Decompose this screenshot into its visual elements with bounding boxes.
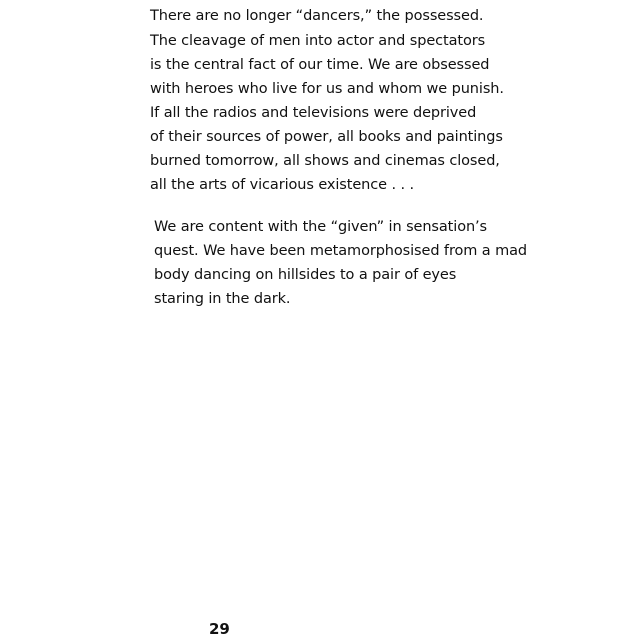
paragraph-1-line-3: is the central fact of our time. We are obsessed — [150, 57, 490, 73]
paragraph-1-line-8: all the arts of vicarious existence . . . — [150, 177, 414, 193]
paragraph-2-line-1: We are content with the “given” in sensation’s — [154, 219, 488, 235]
page-number: 29 — [209, 620, 230, 638]
paragraph-1-line-4: with heroes who live for us and whom we punish. — [150, 81, 504, 97]
paragraph-1-line-1: There are no longer “dancers,” the possessed. — [150, 8, 484, 24]
paragraph-1-line-5: If all the radios and televisions were deprived — [150, 105, 477, 121]
paragraph-2-line-4: staring in the dark. — [154, 291, 291, 307]
paragraph-1-line-7: burned tomorrow, all shows and cinemas closed, — [150, 153, 500, 169]
paragraph-2-line-2: quest. We have been metamorphosised from a mad — [154, 243, 527, 259]
paragraph-1-line-2: The cleavage of men into actor and spectators — [150, 33, 486, 49]
paragraph-2-line-3: body dancing on hillsides to a pair of eyes — [154, 267, 457, 283]
paragraph-1-line-6: of their sources of power, all books and paintings — [150, 129, 503, 145]
